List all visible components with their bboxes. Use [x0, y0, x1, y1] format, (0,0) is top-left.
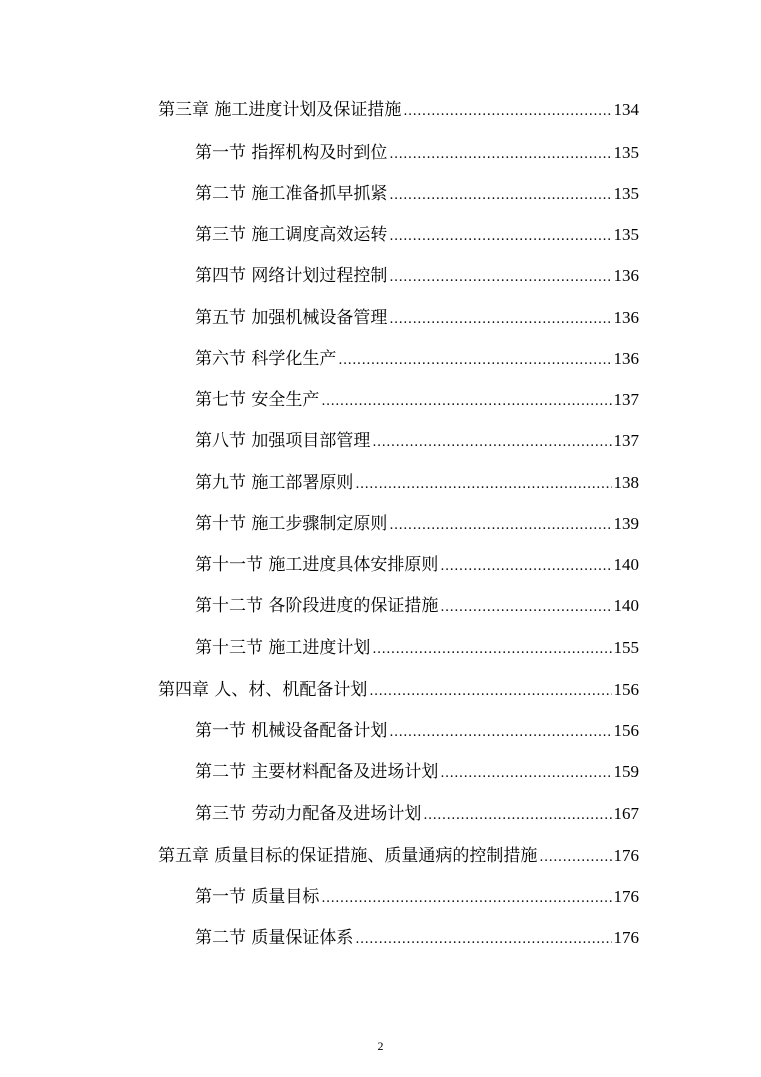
- toc-entry-title: 第五节 加强机械设备管理: [195, 308, 388, 328]
- toc-entry-title: 第三章 施工进度计划及保证措施: [158, 100, 402, 120]
- toc-entry-page: 176: [613, 887, 639, 906]
- toc-dot-leader: [389, 143, 611, 167]
- toc-entry-page: 156: [613, 680, 639, 699]
- toc-entry[interactable]: [195, 264, 639, 288]
- toc-entry[interactable]: [158, 98, 639, 122]
- toc-dot-leader: [389, 184, 611, 208]
- toc-entry[interactable]: [195, 636, 639, 660]
- toc-entry-title: 第一节 指挥机构及时到位: [195, 143, 388, 163]
- toc-dot-leader: [372, 638, 611, 662]
- toc-entry-page: 167: [613, 804, 639, 823]
- toc-dot-leader: [321, 390, 611, 414]
- toc-entry-page: 140: [613, 555, 639, 574]
- toc-entry[interactable]: [195, 388, 639, 412]
- toc-entry-title: 第八节 加强项目部管理: [195, 431, 371, 451]
- toc-entry-page: 137: [613, 390, 639, 409]
- toc-dot-leader: [355, 473, 611, 497]
- toc-dot-leader: [389, 266, 611, 290]
- toc-entry-title: 第二节 质量保证体系: [195, 928, 354, 948]
- toc-entry[interactable]: [195, 885, 639, 909]
- toc-dot-leader: [372, 431, 611, 455]
- toc-dot-leader: [440, 555, 611, 579]
- toc-dot-leader: [539, 846, 611, 870]
- toc-entry-title: 第九节 施工部署原则: [195, 473, 354, 493]
- toc-entry[interactable]: [195, 926, 639, 950]
- toc-entry-page: 136: [613, 308, 639, 327]
- toc-entry[interactable]: [195, 429, 639, 453]
- toc-entry-title: 第五章 质量目标的保证措施、质量通病的控制措施: [158, 846, 538, 866]
- toc-entry[interactable]: [195, 594, 639, 618]
- toc-entry-page: 135: [613, 143, 639, 162]
- toc-entry-page: 135: [613, 225, 639, 244]
- toc-entry-page: 136: [613, 349, 639, 368]
- toc-entry-title: 第七节 安全生产: [195, 390, 320, 410]
- toc-dot-leader: [389, 225, 611, 249]
- toc-dot-leader: [440, 762, 611, 786]
- toc-entry-page: 138: [613, 473, 639, 492]
- toc-dot-leader: [369, 680, 611, 704]
- toc-entry[interactable]: [195, 553, 639, 577]
- toc-entry-title: 第十节 施工步骤制定原则: [195, 514, 388, 534]
- toc-entry-title: 第六节 科学化生产: [195, 349, 337, 369]
- toc-entry-page: 176: [613, 846, 639, 865]
- toc-entry[interactable]: [195, 347, 639, 371]
- toc-entry-page: 140: [613, 596, 639, 615]
- toc-entry-title: 第三节 施工调度高效运转: [195, 225, 388, 245]
- toc-dot-leader: [355, 928, 611, 952]
- toc-entry-page: 156: [613, 721, 639, 740]
- toc-entry-title: 第三节 劳动力配备及进场计划: [195, 804, 422, 824]
- toc-entry[interactable]: [195, 471, 639, 495]
- toc-entry-title: 第四章 人、材、机配备计划: [158, 680, 368, 700]
- toc-entry-title: 第四节 网络计划过程控制: [195, 266, 388, 286]
- toc-dot-leader: [321, 887, 611, 911]
- toc-entry-page: 137: [613, 431, 639, 450]
- toc-dot-leader: [338, 349, 611, 373]
- toc-entry[interactable]: [195, 182, 639, 206]
- toc-entry-title: 第十三节 施工进度计划: [195, 638, 371, 658]
- toc-entry-title: 第十一节 施工进度具体安排原则: [195, 555, 439, 575]
- toc-dot-leader: [440, 596, 611, 620]
- toc-entry[interactable]: [195, 306, 639, 330]
- toc-entry-page: 136: [613, 266, 639, 285]
- toc-entry[interactable]: [195, 223, 639, 247]
- toc-dot-leader: [423, 804, 611, 828]
- toc-entry-title: 第一节 质量目标: [195, 887, 320, 907]
- toc-entry-title: 第十二节 各阶段进度的保证措施: [195, 596, 439, 616]
- toc-entry[interactable]: [195, 719, 639, 743]
- toc-entry-title: 第一节 机械设备配备计划: [195, 721, 388, 741]
- toc-entry[interactable]: [195, 760, 639, 784]
- toc-entry-page: 134: [613, 100, 639, 119]
- toc-entry[interactable]: [158, 844, 639, 868]
- toc-entry[interactable]: [195, 802, 639, 826]
- toc-entry-page: 155: [613, 638, 639, 657]
- toc-dot-leader: [389, 308, 611, 332]
- page-number: 2: [377, 1039, 384, 1053]
- toc-dot-leader: [403, 100, 611, 124]
- toc-entry[interactable]: [158, 678, 639, 702]
- toc-entry-page: 135: [613, 184, 639, 203]
- toc-entry-page: 139: [613, 514, 639, 533]
- toc-dot-leader: [389, 721, 611, 745]
- toc-dot-leader: [389, 514, 611, 538]
- toc-entry-title: 第二节 主要材料配备及进场计划: [195, 762, 439, 782]
- toc-entry-page: 176: [613, 928, 639, 947]
- toc-entry-page: 159: [613, 762, 639, 781]
- toc-entry[interactable]: [195, 141, 639, 165]
- toc-entry-title: 第二节 施工准备抓早抓紧: [195, 184, 388, 204]
- toc-entry[interactable]: [195, 512, 639, 536]
